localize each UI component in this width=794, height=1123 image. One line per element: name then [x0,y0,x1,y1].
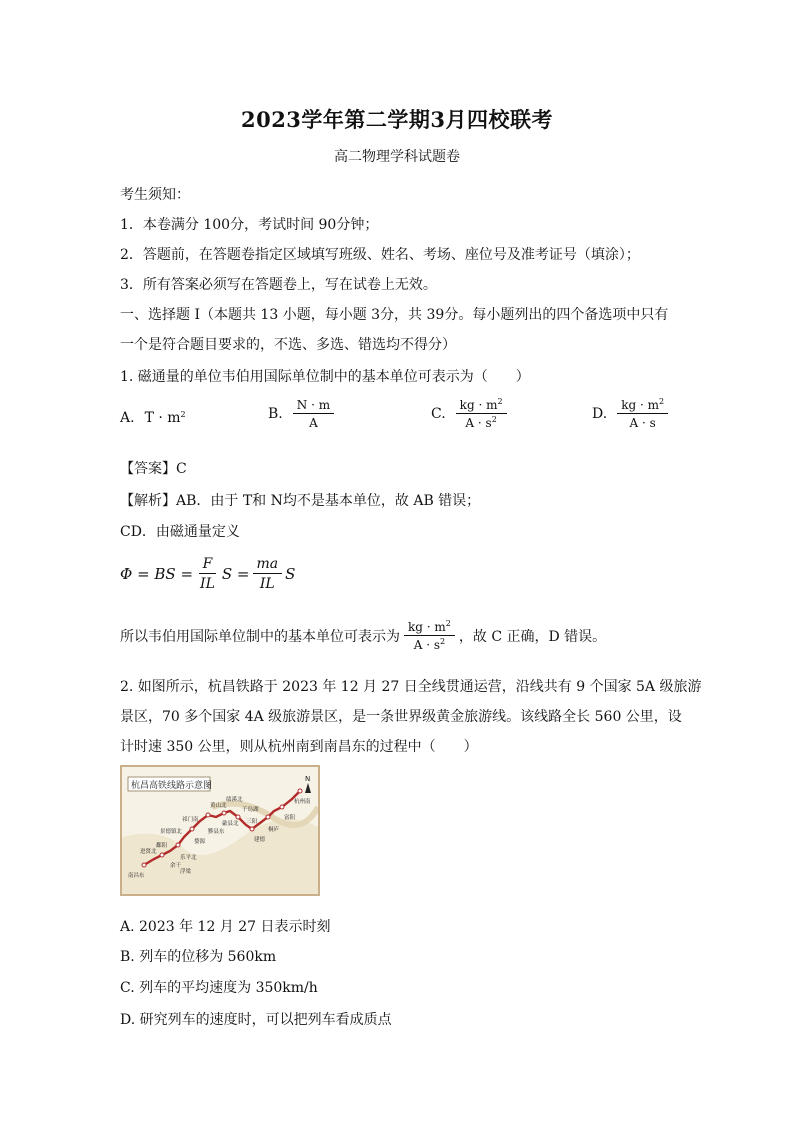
station-dot [250,827,254,831]
section-heading-line-1: 一、选择题 I（本题共 13 小题，每小题 3分，共 39分。每小题列出的四个备选项中只有 [120,307,669,323]
option-c-fraction [456,398,507,430]
station-label: 绩溪北 [226,797,243,803]
station-label: 黟县东 [208,829,225,835]
option-c-numerator [456,398,507,414]
formula-mid: S = [221,565,250,583]
question-2-option-c: C. 列车的平均速度为 350km/h [120,980,318,996]
option-c-den-base: A · s [465,416,492,430]
question-1-conclusion [120,620,606,652]
question-1-analysis-2: CD．由磁通量定义 [120,524,240,540]
question-2-option-d: D. 研究列车的速度时，可以把列车看成质点 [120,1012,392,1028]
question-2-stem-3: 计时速 350 公里，则从杭州南到南昌东的过程中（ ） [120,739,478,755]
station-label: 歙县北 [222,821,239,827]
conclusion-post: ，故 C 正确，D 错误。 [458,629,607,645]
station-dot [176,843,180,847]
question-2-option-b: B. 列车的位移为 560km [120,949,277,965]
option-b [268,398,334,430]
question-1-analysis-1: 【解析】AB．由于 T和 N均不是基本单位，故 AB 错误； [120,493,481,509]
option-a-label: A. [120,410,135,426]
station-label: 婺源 [194,839,206,845]
formula-end: S [285,565,296,583]
option-d-label: D. [592,406,608,422]
railway-map [120,765,320,896]
option-c-num-sup: 2 [497,397,503,406]
station-label: 富阳 [284,815,296,821]
station-label: 乐平北 [180,855,197,861]
option-a [120,410,186,426]
station-dot [142,863,146,867]
station-dot [266,815,270,819]
option-c-num-base: kg · m [459,398,498,412]
compass-label: N [305,775,311,783]
station-label: 进贤北 [140,849,157,855]
question-1-answer: 【答案】C [120,461,187,477]
option-c-denominator [461,414,500,430]
station-dot [280,805,284,809]
formula-f1-den: IL [200,576,215,592]
question-1-options [120,398,680,442]
flux-formula [120,556,295,592]
option-b-label: B. [268,406,283,422]
station-label: 鄱阳 [156,843,168,849]
station-label: 建德 [254,837,266,843]
map-title: 杭昌高铁线路示意图 [131,781,213,791]
compass-arrow-icon [305,783,311,793]
station-dot [222,811,226,815]
section-heading-line-2: 一个是符合题目要求的，不选、多选、错选均不得分） [120,337,456,353]
station-dot [190,827,194,831]
option-d-num-sup: 2 [658,397,665,406]
formula-fraction-1 [196,556,219,592]
option-a-text [145,410,186,426]
conclusion-den-base: A · s [413,638,441,652]
railway-map-svg [122,767,318,894]
option-d-denominator: A · s [629,416,656,430]
notice-heading: 考生须知： [120,187,190,203]
station-label: 南昌东 [128,873,145,879]
option-d [592,398,668,430]
formula-lhs: Φ = BS = [120,565,194,583]
question-2-stem-1: 2. 如图所示，杭昌铁路于 2023 年 12 月 27 日全线贯通运营，沿线共有 9 个国家 5A 级旅游 [120,679,702,695]
conclusion-num-sup: 2 [445,619,451,628]
formula-f2-den: IL [259,576,275,592]
option-b-denominator: A [309,416,318,430]
formula-fraction-2 [253,556,283,592]
page-title: 2023学年第二学期3月四校联考 [240,107,554,132]
station-label: 桐庐 [268,827,280,833]
station-label: 千岛湖 [242,807,259,813]
option-d-fraction [617,398,668,430]
page-subtitle: 高二物理学科试题卷 [334,149,460,165]
notice-item-3: 3．所有答案必须写在答题卷上，写在试卷上无效。 [120,277,437,293]
station-label: 浮梁 [180,869,192,875]
option-b-fraction [293,398,334,430]
option-c [431,398,507,430]
question-2-stem-2: 景区，70 多个国家 4A 级旅游景区，是一条世界级黄金旅游线。该线路全长 560 公里，设 [120,709,682,725]
option-c-den-sup: 2 [491,415,497,424]
station-label: 祁门南 [182,817,199,823]
conclusion-fraction [404,620,455,652]
notice-item-2: 2．答题前，在答题卷指定区域填写班级、姓名、考场、座位号及准考证号（填涂）； [120,247,640,263]
option-d-numerator [617,398,668,414]
conclusion-num-base: kg · m [408,620,446,634]
conclusion-denominator [410,636,449,652]
station-dot [160,853,164,857]
option-b-numerator: N · m [293,398,334,414]
station-dot [206,813,210,817]
station-label: 余干 [170,863,182,869]
question-2-option-a: A. 2023 年 12 月 27 日表示时刻 [120,919,331,935]
option-d-num-base: kg · m [621,398,659,412]
question-1-stem: 1. 磁通量的单位韦伯用国际单位制中的基本单位可表示为（ ） [120,369,530,385]
conclusion-pre: 所以韦伯用国际单位制中的基本单位可表示为 [120,629,400,645]
option-a-sup: 2 [180,410,186,419]
station-label: 黄山北 [210,803,227,809]
option-c-label: C. [431,406,446,422]
option-a-base: T · m [144,410,181,426]
station-dot [236,815,240,819]
station-label: 三阳 [246,819,258,825]
conclusion-numerator [404,620,455,636]
station-label: 景德镇北 [160,829,183,835]
conclusion-den-sup: 2 [440,637,446,646]
formula-f2-num: ma [253,556,283,574]
station-label: 杭州南 [294,799,311,805]
formula-f1-num: F [199,556,217,574]
notice-item-1: 1．本卷满分 100分，考试时间 90分钟； [120,217,379,233]
station-dot [298,789,302,793]
